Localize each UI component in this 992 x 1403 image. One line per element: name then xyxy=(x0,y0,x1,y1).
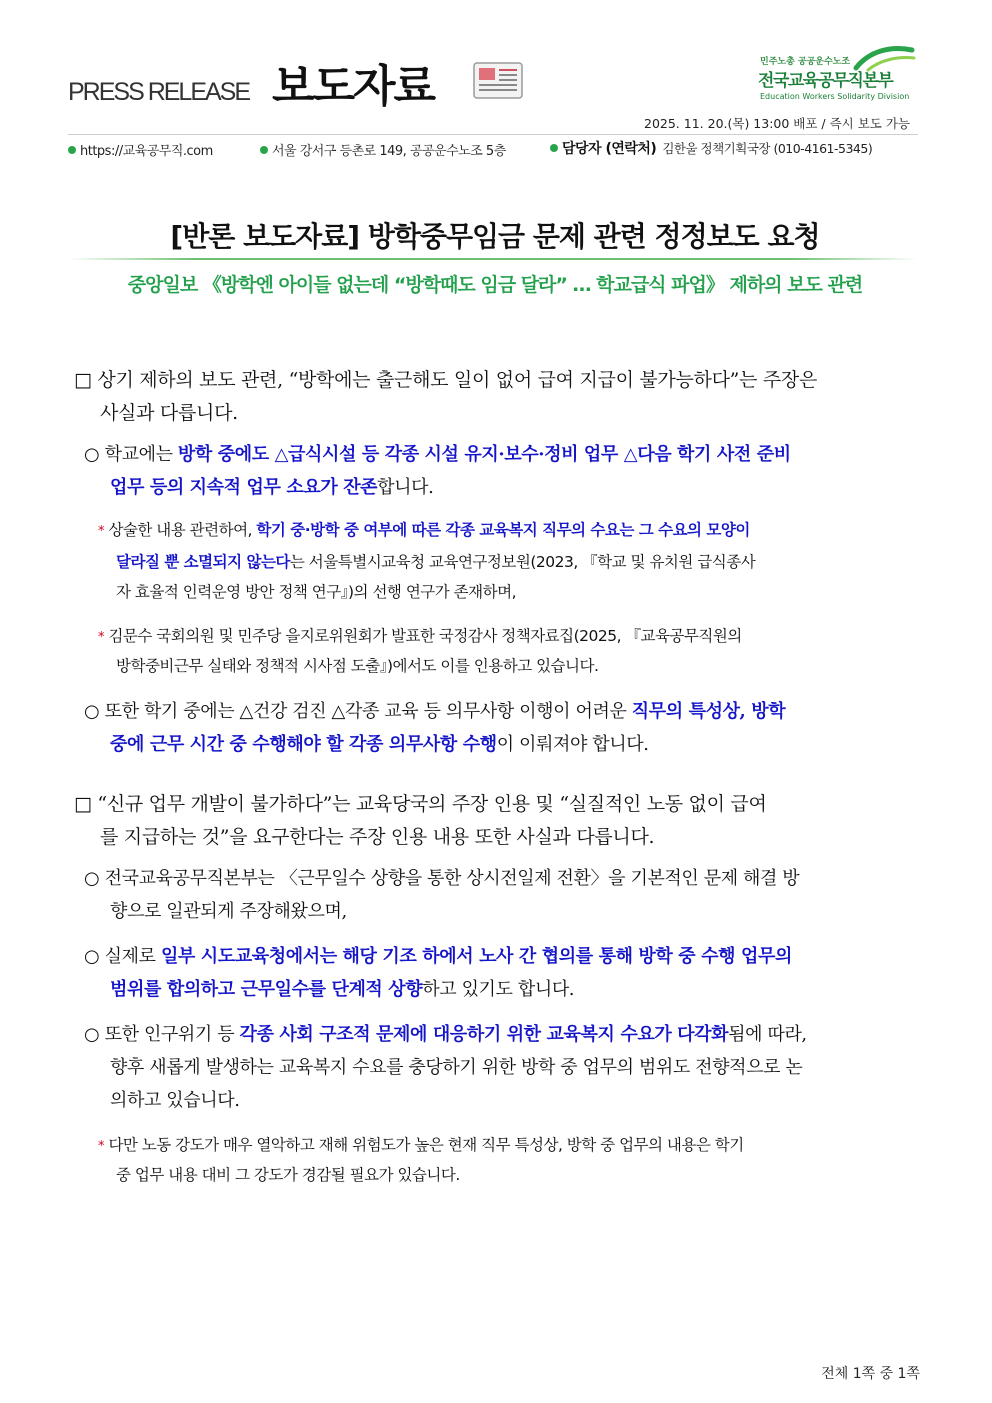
point-3-line-1: ○ 전국교육공무직본부는 〈근무일수 상향을 통한 상시전일제 전환〉을 기본적인 문제 해결 방 xyxy=(84,868,800,889)
note-3-line-2: 중 업무 내용 대비 그 강도가 경감될 필요가 있습니다. xyxy=(116,1166,460,1184)
point-4-line-1: ○ 실제로 일부 시도교육청에서는 해당 기조 하에서 노사 간 협의를 통해 방학 중 수행 업무의 xyxy=(84,946,792,967)
website-info xyxy=(68,140,213,159)
page-number: 전체 1쪽 중 1쪽 xyxy=(821,1366,920,1382)
note-1-line-3: 자 효율적 인력운영 방안 정책 연구』)의 선행 연구가 존재하며, xyxy=(116,583,516,601)
address-text: 서울 강서구 등촌로 149, 공공운수노조 5층 xyxy=(272,144,506,159)
highlight-text: 각종 사회 구조적 문제에 대응하기 위한 교육복지 수요가 다각화 xyxy=(239,1024,729,1045)
headline: [반론 보도자료] 방학중무임금 문제 관련 정정보도 요청 xyxy=(170,220,820,253)
section-2-line-1: □ “신규 업무 개발이 불가하다”는 교육당국의 주장 인용 및 “실질적인 노동 없이 급여 xyxy=(74,793,767,815)
section-2-line-2: 를 지급하는 것”을 요구한다는 주장 인용 내용 또한 사실과 다릅니다. xyxy=(100,826,655,848)
point-5-line-2: 향후 새롭게 발생하는 교육복지 수요를 충당하기 위한 방학 중 업무의 범위도 전향적으로 논 xyxy=(110,1057,803,1078)
highlight-text: 일부 시도교육청에서는 해당 기조 하에서 노사 간 협의를 통해 방학 중 수행 업무의 xyxy=(160,946,792,967)
section-1-line-1: □ 상기 제하의 보도 관련, “방학에는 출근해도 일이 없어 급여 지급이 불가능하다”는 주장은 xyxy=(74,369,817,391)
circle-bullet-icon: ○ xyxy=(84,868,100,889)
circle-bullet-icon: ○ xyxy=(84,946,100,967)
point-5-line-1: ○ 또한 인구위기 등 각종 사회 구조적 문제에 대응하기 위한 교육복지 수요가 다각화됨에 따라, xyxy=(84,1024,807,1045)
asterisk-icon: * xyxy=(98,1139,104,1154)
note-1-line-2: 달라질 뿐 소멸되지 않는다는 서울특별시교육청 교육연구정보원(2023, 『학교 및 유치원 급식종사 xyxy=(116,553,756,571)
circle-bullet-icon: ○ xyxy=(84,701,100,722)
logo-org-name: 전국교육공무직본부 xyxy=(758,71,893,91)
contact-value: 김한울 정책기획국장 (010-4161-5345) xyxy=(662,141,873,156)
highlight-text: 학기 중·방학 중 여부에 따른 각종 교육복지 직무의 수요는 그 수요의 모양이 xyxy=(256,521,750,539)
note-2-line-2: 방학중비근무 실태와 정책적 시사점 도출』)에서도 이를 인용하고 있습니다. xyxy=(116,657,599,675)
circle-bullet-icon: ○ xyxy=(84,444,100,465)
release-info: 2025. 11. 20.(목) 13:00 배포 / 즉시 보도 가능 xyxy=(644,116,910,131)
highlight-text: 중에 근무 시간 중 수행해야 할 각종 의무사항 수행 xyxy=(110,734,497,755)
contact-label: 담당자 (연락처) xyxy=(562,141,657,157)
header-divider xyxy=(68,134,918,135)
note-2-line-1: * 김문수 국회의원 및 민주당 을지로위원회가 발표한 국정감사 정책자료집(2025, 『교육공무직원의 xyxy=(98,627,742,645)
page-title: 보도자료 xyxy=(272,61,435,112)
note-3-line-1: * 다만 노동 강도가 매우 열악하고 재해 위험도가 높은 현재 직무 특성상, 방학 중 업무의 내용은 학기 xyxy=(98,1136,744,1154)
note-1-line-1: * 상술한 내용 관련하여, 학기 중·방학 중 여부에 따른 각종 교육복지 직무의 수요는 그 수요의 모양이 xyxy=(98,521,750,539)
press-release-label: PRESS RELEASE xyxy=(68,78,250,106)
section-1-line-2: 사실과 다릅니다. xyxy=(100,402,238,424)
point-1-line-1: ○ 학교에는 방학 중에도 △급식시설 등 각종 시설 유지·보수·정비 업무 △다음 학기 사전 준비 xyxy=(84,444,791,465)
address-info xyxy=(260,140,506,159)
asterisk-icon: * xyxy=(98,524,104,539)
point-3-line-2: 향으로 일관되게 주장해왔으며, xyxy=(110,901,347,922)
square-bullet-icon: □ xyxy=(74,793,92,815)
highlight-text: 범위를 합의하고 근무일수를 단계적 상향 xyxy=(110,979,423,1000)
highlight-text: 직무의 특성상, 방학 xyxy=(631,701,786,722)
point-1-line-2: 업무 등의 지속적 업무 소요가 잔존합니다. xyxy=(110,477,434,498)
square-bullet-icon: □ xyxy=(74,369,92,391)
logo-union-name: 민주노총 공공운수노조 xyxy=(760,57,851,67)
bullet-dot-icon xyxy=(68,146,76,154)
headline-divider xyxy=(68,258,918,260)
newspaper-icon xyxy=(472,60,526,100)
point-5-line-3: 의하고 있습니다. xyxy=(110,1090,240,1111)
circle-bullet-icon: ○ xyxy=(84,1024,100,1045)
asterisk-icon: * xyxy=(98,630,104,645)
highlight-text: 방학 중에도 △급식시설 등 각종 시설 유지·보수·정비 업무 △다음 학기 사전 준비 xyxy=(177,444,791,465)
highlight-text: 업무 등의 지속적 업무 소요가 잔존 xyxy=(110,477,378,498)
point-2-line-2: 중에 근무 시간 중 수행해야 할 각종 의무사항 수행이 이뤄져야 합니다. xyxy=(110,734,649,755)
subheadline: 중앙일보 《방학엔 아이들 없는데 “방학때도 임금 달라” … 학교급식 파업》 제하의 보도 관련 xyxy=(127,274,863,296)
point-4-line-2: 범위를 합의하고 근무일수를 단계적 상향하고 있기도 합니다. xyxy=(110,979,575,1000)
logo-english-name: Education Workers Solidarity Division xyxy=(760,92,910,101)
bullet-dot-icon xyxy=(550,144,558,152)
point-2-line-1: ○ 또한 학기 중에는 △건강 검진 △각종 교육 등 의무사항 이행이 어려운 직무의 특성상, 방학 xyxy=(84,701,786,722)
contact-info xyxy=(550,138,872,158)
website-link[interactable]: https://교육공무직.com xyxy=(80,144,213,159)
highlight-text: 달라질 뿐 소멸되지 않는다 xyxy=(116,553,290,571)
bullet-dot-icon xyxy=(260,146,268,154)
